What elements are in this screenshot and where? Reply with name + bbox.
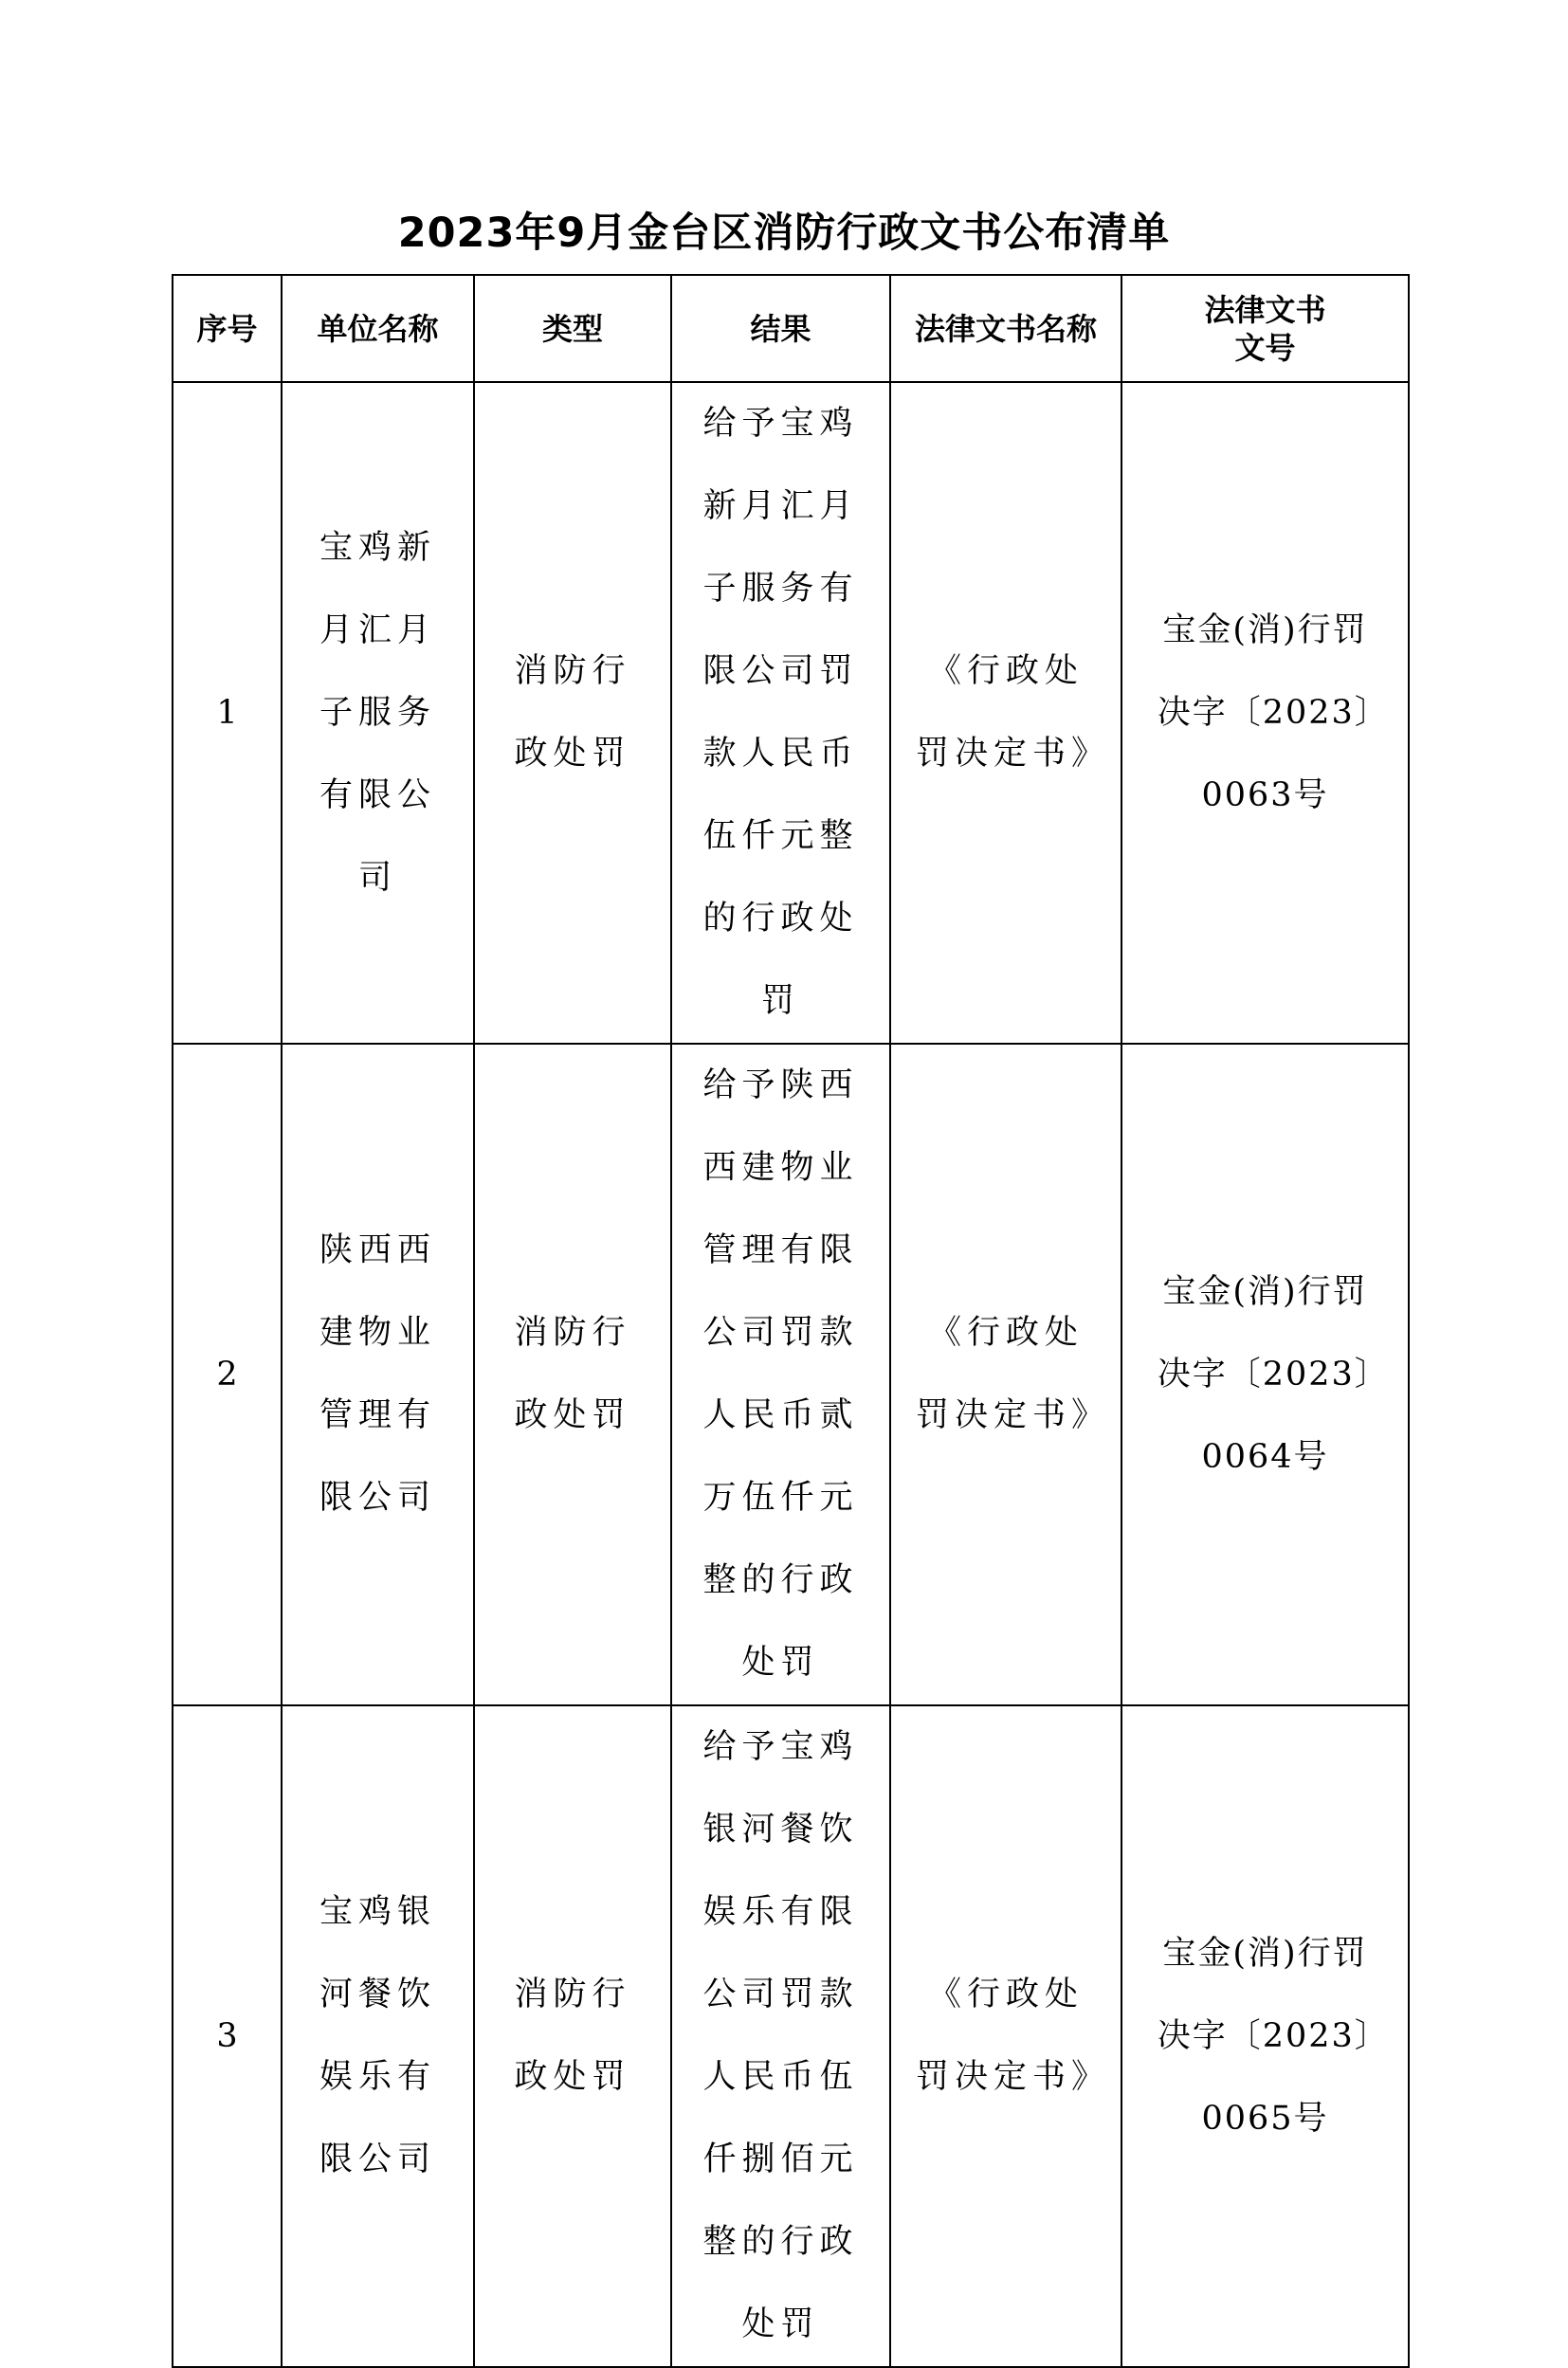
- doc-no-text: 宝金(消)行罚决字〔2023〕0065号: [1157, 1934, 1374, 2138]
- cell-doc-no: [1121, 1705, 1409, 2367]
- doc-no-text: 宝金(消)行罚决字〔2023〕0063号: [1157, 610, 1374, 814]
- type-text: 消防行政处罚: [514, 1314, 631, 1434]
- doc-name-text: 《行政处罚决定书》: [916, 1976, 1111, 2096]
- cell-doc-name: [890, 1044, 1121, 1705]
- cell-result: [671, 1044, 890, 1705]
- header-doc-no-label: 法律文书文号: [1204, 291, 1326, 366]
- result-text: 给予陕西西建物业管理有限公司罚款人民币贰万伍仟元整的行政处罚: [702, 1066, 859, 1682]
- header-doc-no: [1121, 275, 1409, 382]
- result-text: 给予宝鸡银河餐饮娱乐有限公司罚款人民币伍仟捌佰元整的行政处罚: [702, 1728, 859, 2343]
- table-row: [173, 1705, 1409, 2367]
- type-text: 消防行政处罚: [514, 652, 631, 773]
- page-title: 2023年9月金台区消防行政文书公布清单: [397, 209, 1171, 257]
- cell-type: [474, 1044, 671, 1705]
- seq-text: 2: [216, 1355, 238, 1393]
- unit-text: 陕西西建物业管理有限公司: [319, 1231, 436, 1517]
- cell-result: [671, 382, 890, 1044]
- cell-seq: [173, 1705, 282, 2367]
- seq-text: 1: [216, 693, 238, 732]
- cell-doc-name: [890, 1705, 1121, 2367]
- unit-text: 宝鸡银河餐饮娱乐有限公司: [319, 1893, 436, 2178]
- cell-type: [474, 382, 671, 1044]
- doc-name-text: 《行政处罚决定书》: [916, 652, 1111, 773]
- cell-unit: [282, 1044, 474, 1705]
- cell-type: [474, 1705, 671, 2367]
- unit-text: 宝鸡新月汇月子服务有限公司: [319, 528, 436, 897]
- header-unit: 单位名称: [282, 275, 474, 382]
- table-row: [173, 382, 1409, 1044]
- cell-seq: [173, 1044, 282, 1705]
- header-type: 类型: [474, 275, 671, 382]
- cell-doc-no: [1121, 1044, 1409, 1705]
- seq-text: 3: [216, 2016, 238, 2055]
- cell-result: [671, 1705, 890, 2367]
- type-text: 消防行政处罚: [514, 1976, 631, 2096]
- cell-doc-no: [1121, 382, 1409, 1044]
- header-doc-name: 法律文书名称: [890, 275, 1121, 382]
- cell-doc-name: [890, 382, 1121, 1044]
- doc-no-text: 宝金(消)行罚决字〔2023〕0064号: [1157, 1272, 1374, 1476]
- cell-unit: [282, 1705, 474, 2367]
- table-row: [173, 1044, 1409, 1705]
- result-text: 给予宝鸡新月汇月子服务有限公司罚款人民币伍仟元整的行政处罚: [702, 405, 859, 1020]
- publication-table: [172, 274, 1410, 2368]
- doc-name-text: 《行政处罚决定书》: [916, 1314, 1111, 1434]
- header-seq: 序号: [173, 275, 282, 382]
- cell-unit: [282, 382, 474, 1044]
- cell-seq: [173, 382, 282, 1044]
- table-header-row: [173, 275, 1409, 382]
- header-result: 结果: [671, 275, 890, 382]
